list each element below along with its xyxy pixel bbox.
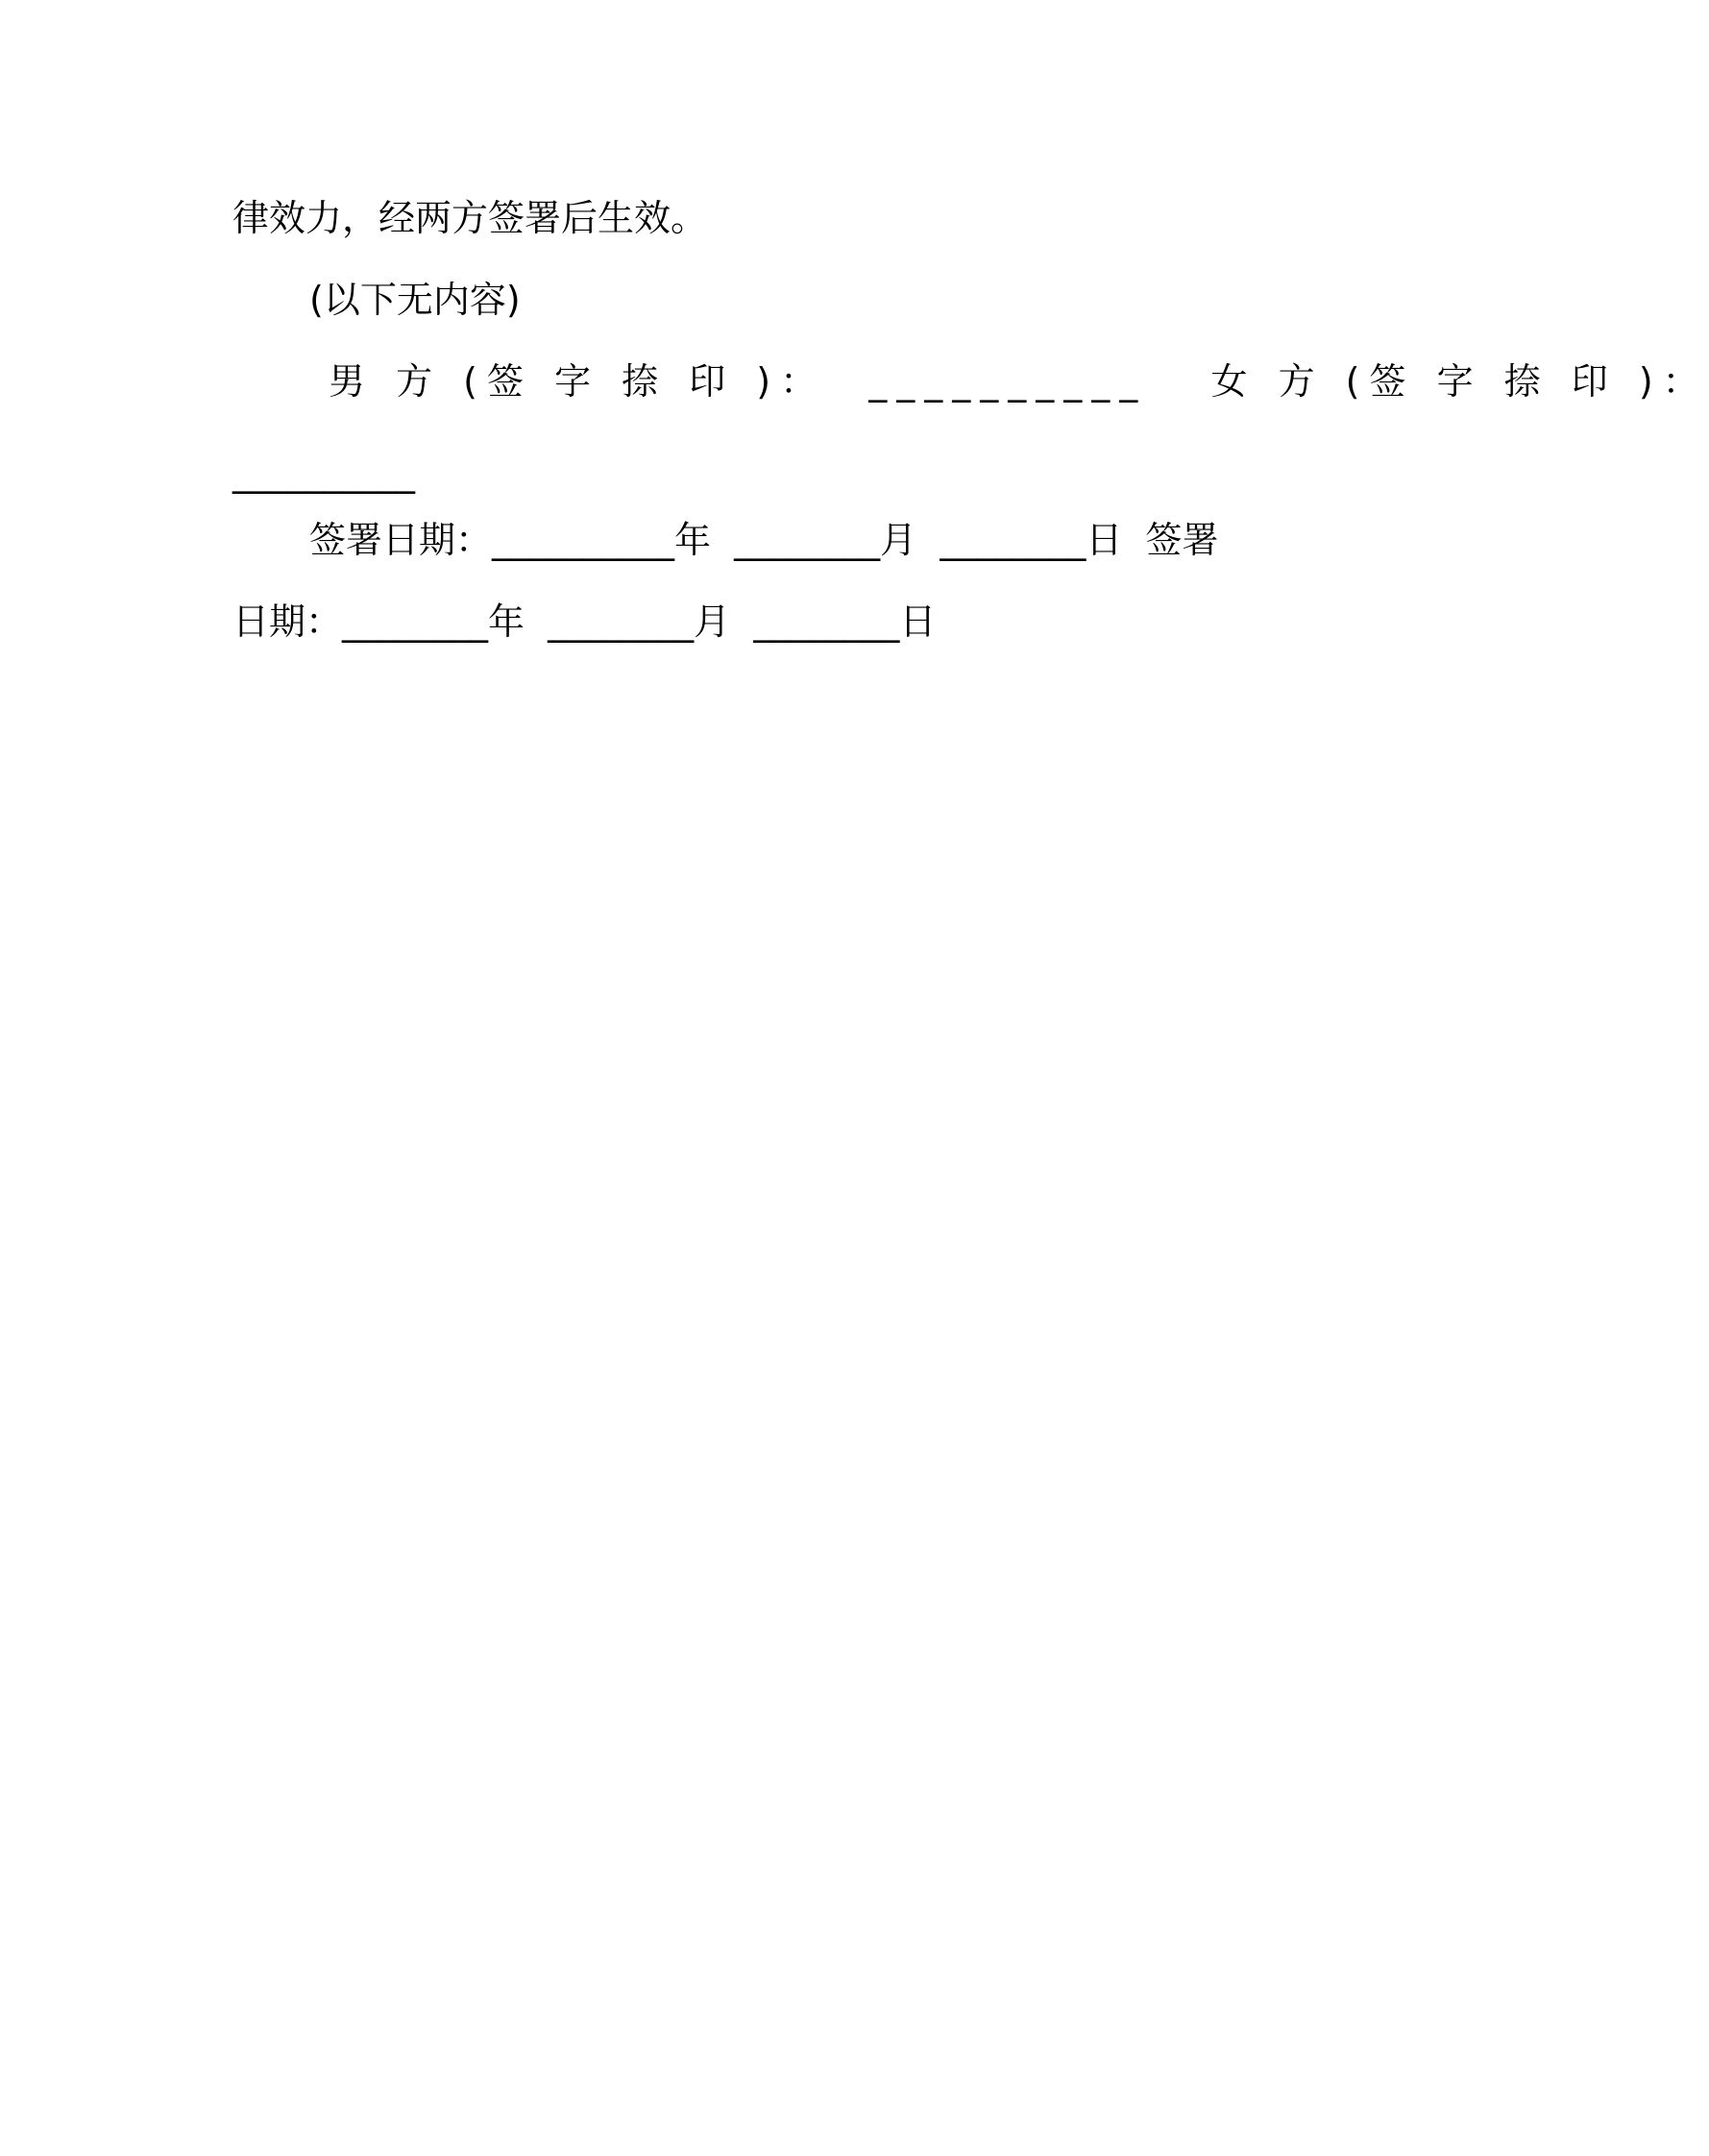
signing-date-line-1: 签署日期：__________年 ________月 ________日 签署: [309, 519, 1219, 561]
closing-paragraph-text: 律效力，经两方签署后生效。: [232, 197, 708, 239]
signing-date-line-2: 日期：________年 ________月 ________日: [232, 600, 937, 643]
no-further-content-note: (以下无内容): [309, 279, 521, 321]
signature-blank-female: __________: [232, 452, 415, 494]
signature-line-parties: 男 方 (签 字 捺 印 )： __________ 女 方 (签 字 捺 印 )：: [329, 360, 1709, 403]
